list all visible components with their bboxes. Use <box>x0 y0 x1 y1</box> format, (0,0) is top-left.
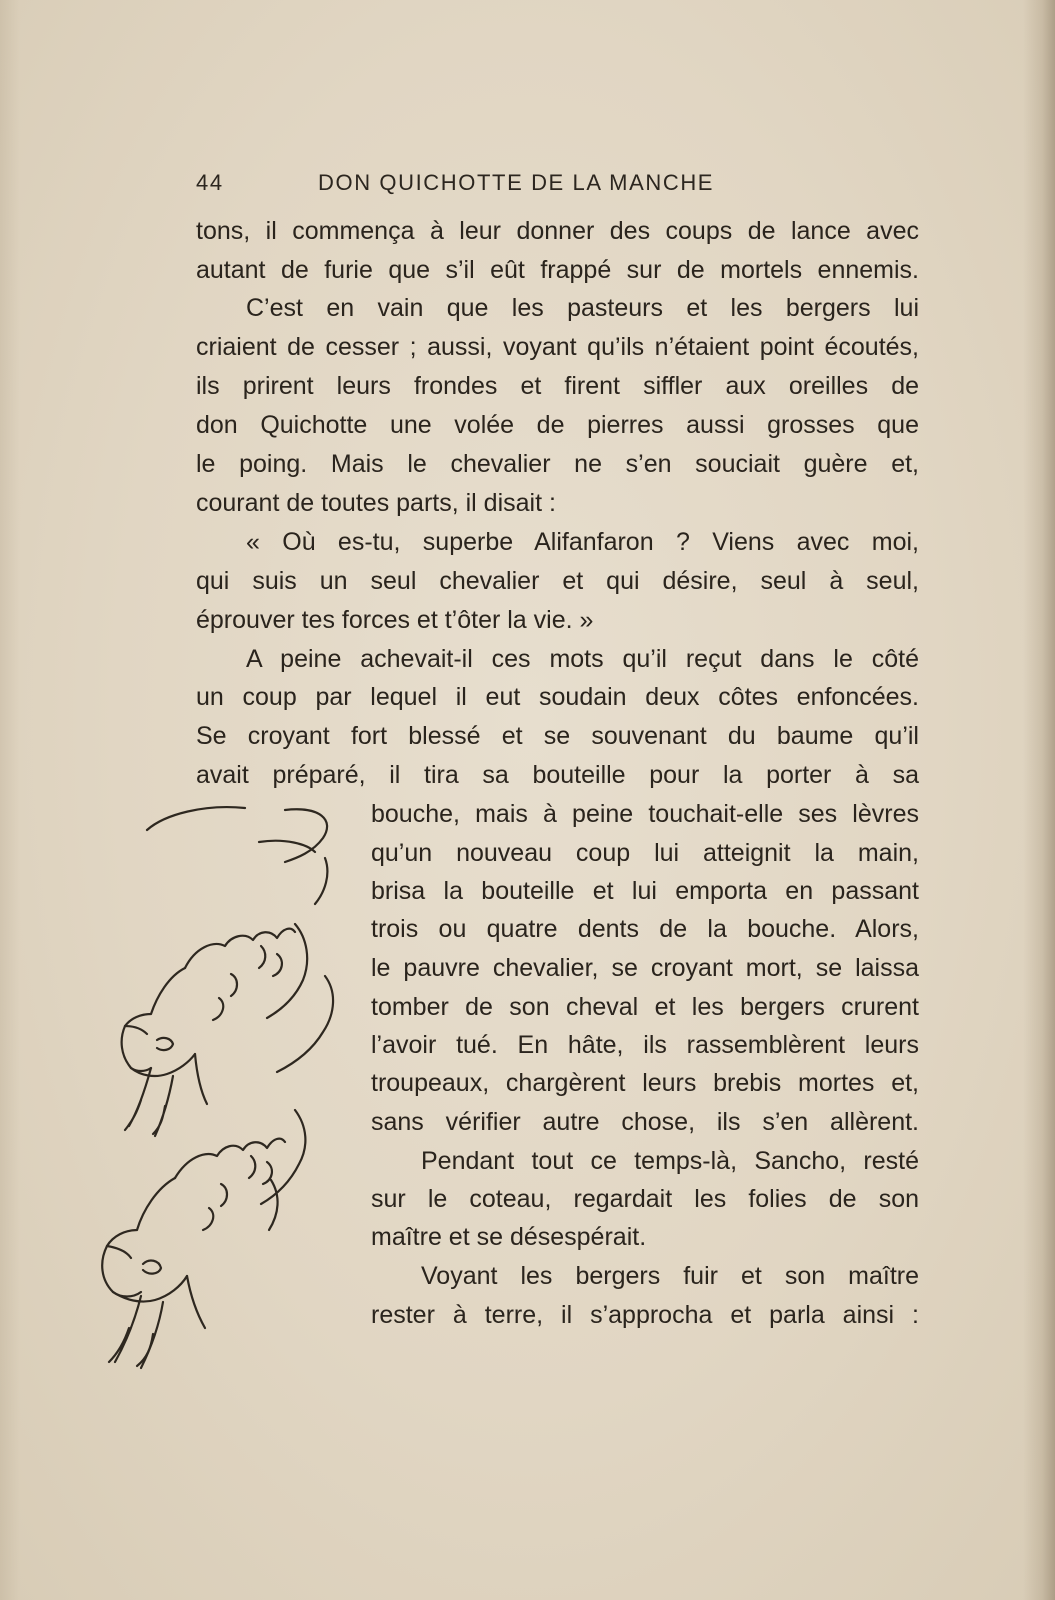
text-line: bouche, mais à peine touchait-elle ses lèvres <box>371 800 919 828</box>
text-line: l’avoir tué. En hâte, ils rassemblèrent leurs <box>371 1031 919 1059</box>
text-line: tomber de son cheval et les bergers crurent <box>371 993 919 1021</box>
text-line: éprouver tes forces et t’ôter la vie. » <box>196 606 594 634</box>
text-line: autant de furie que s’il eût frappé sur de mortels ennemis. <box>196 256 919 284</box>
text-line: troupeaux, chargèrent leurs brebis mortes et, <box>371 1069 919 1097</box>
text-line: criaient de cesser ; aussi, voyant qu’ils n’étaient point écoutés, <box>196 333 919 361</box>
text-line: rester à terre, il s’approcha et parla ainsi : <box>371 1301 919 1329</box>
text-line: « Où es-tu, superbe Alifanfaron ? Viens avec moi, <box>246 528 919 556</box>
text-line: Voyant les bergers fuir et son maître <box>421 1262 919 1290</box>
book-title: DON QUICHOTTE DE LA MANCHE <box>318 170 715 195</box>
text-line: courant de toutes parts, il disait : <box>196 489 556 517</box>
text-line: A peine achevait-il ces mots qu’il reçut dans le côté <box>246 645 919 673</box>
page-left-shadow <box>0 0 20 1600</box>
text-line: don Quichotte une volée de pierres aussi grosses que <box>196 411 919 439</box>
text-line: brisa la bouteille et lui emporta en passant <box>371 877 919 905</box>
page-right-shadow <box>1023 0 1055 1600</box>
text-line: un coup par lequel il eut soudain deux côtes enfoncées. <box>196 683 919 711</box>
text-line: sur le coteau, regardait les folies de son <box>371 1185 919 1213</box>
text-line: ils prirent leurs frondes et firent siffler aux oreilles de <box>196 372 919 400</box>
text-line: le pauvre chevalier, se croyant mort, se laissa <box>371 954 919 982</box>
text-line: Pendant tout ce temps-là, Sancho, resté <box>421 1147 919 1175</box>
text-line: Se croyant fort blessé et se souvenant du baume qu’il <box>196 722 919 750</box>
text-line: avait préparé, il tira sa bouteille pour la porter à sa <box>196 761 919 789</box>
running-sheep-drawing-icon <box>45 800 345 1400</box>
sheep-drawing-svg <box>45 800 345 1400</box>
text-line: maître et se désespérait. <box>371 1223 647 1251</box>
text-line: tons, il commença à leur donner des coups de lance avec <box>196 217 919 245</box>
text-line: C’est en vain que les pasteurs et les bergers lui <box>246 294 919 322</box>
text-line: le poing. Mais le chevalier ne s’en souciait guère et, <box>196 450 919 478</box>
text-line: sans vérifier autre chose, ils s’en allèrent. <box>371 1108 919 1136</box>
text-line: qu’un nouveau coup lui atteignit la main, <box>371 839 919 867</box>
text-line: trois ou quatre dents de la bouche. Alors, <box>371 915 919 943</box>
page-number: 44 <box>196 170 224 195</box>
text-line: qui suis un seul chevalier et qui désire, seul à seul, <box>196 567 919 595</box>
running-head <box>196 170 806 202</box>
